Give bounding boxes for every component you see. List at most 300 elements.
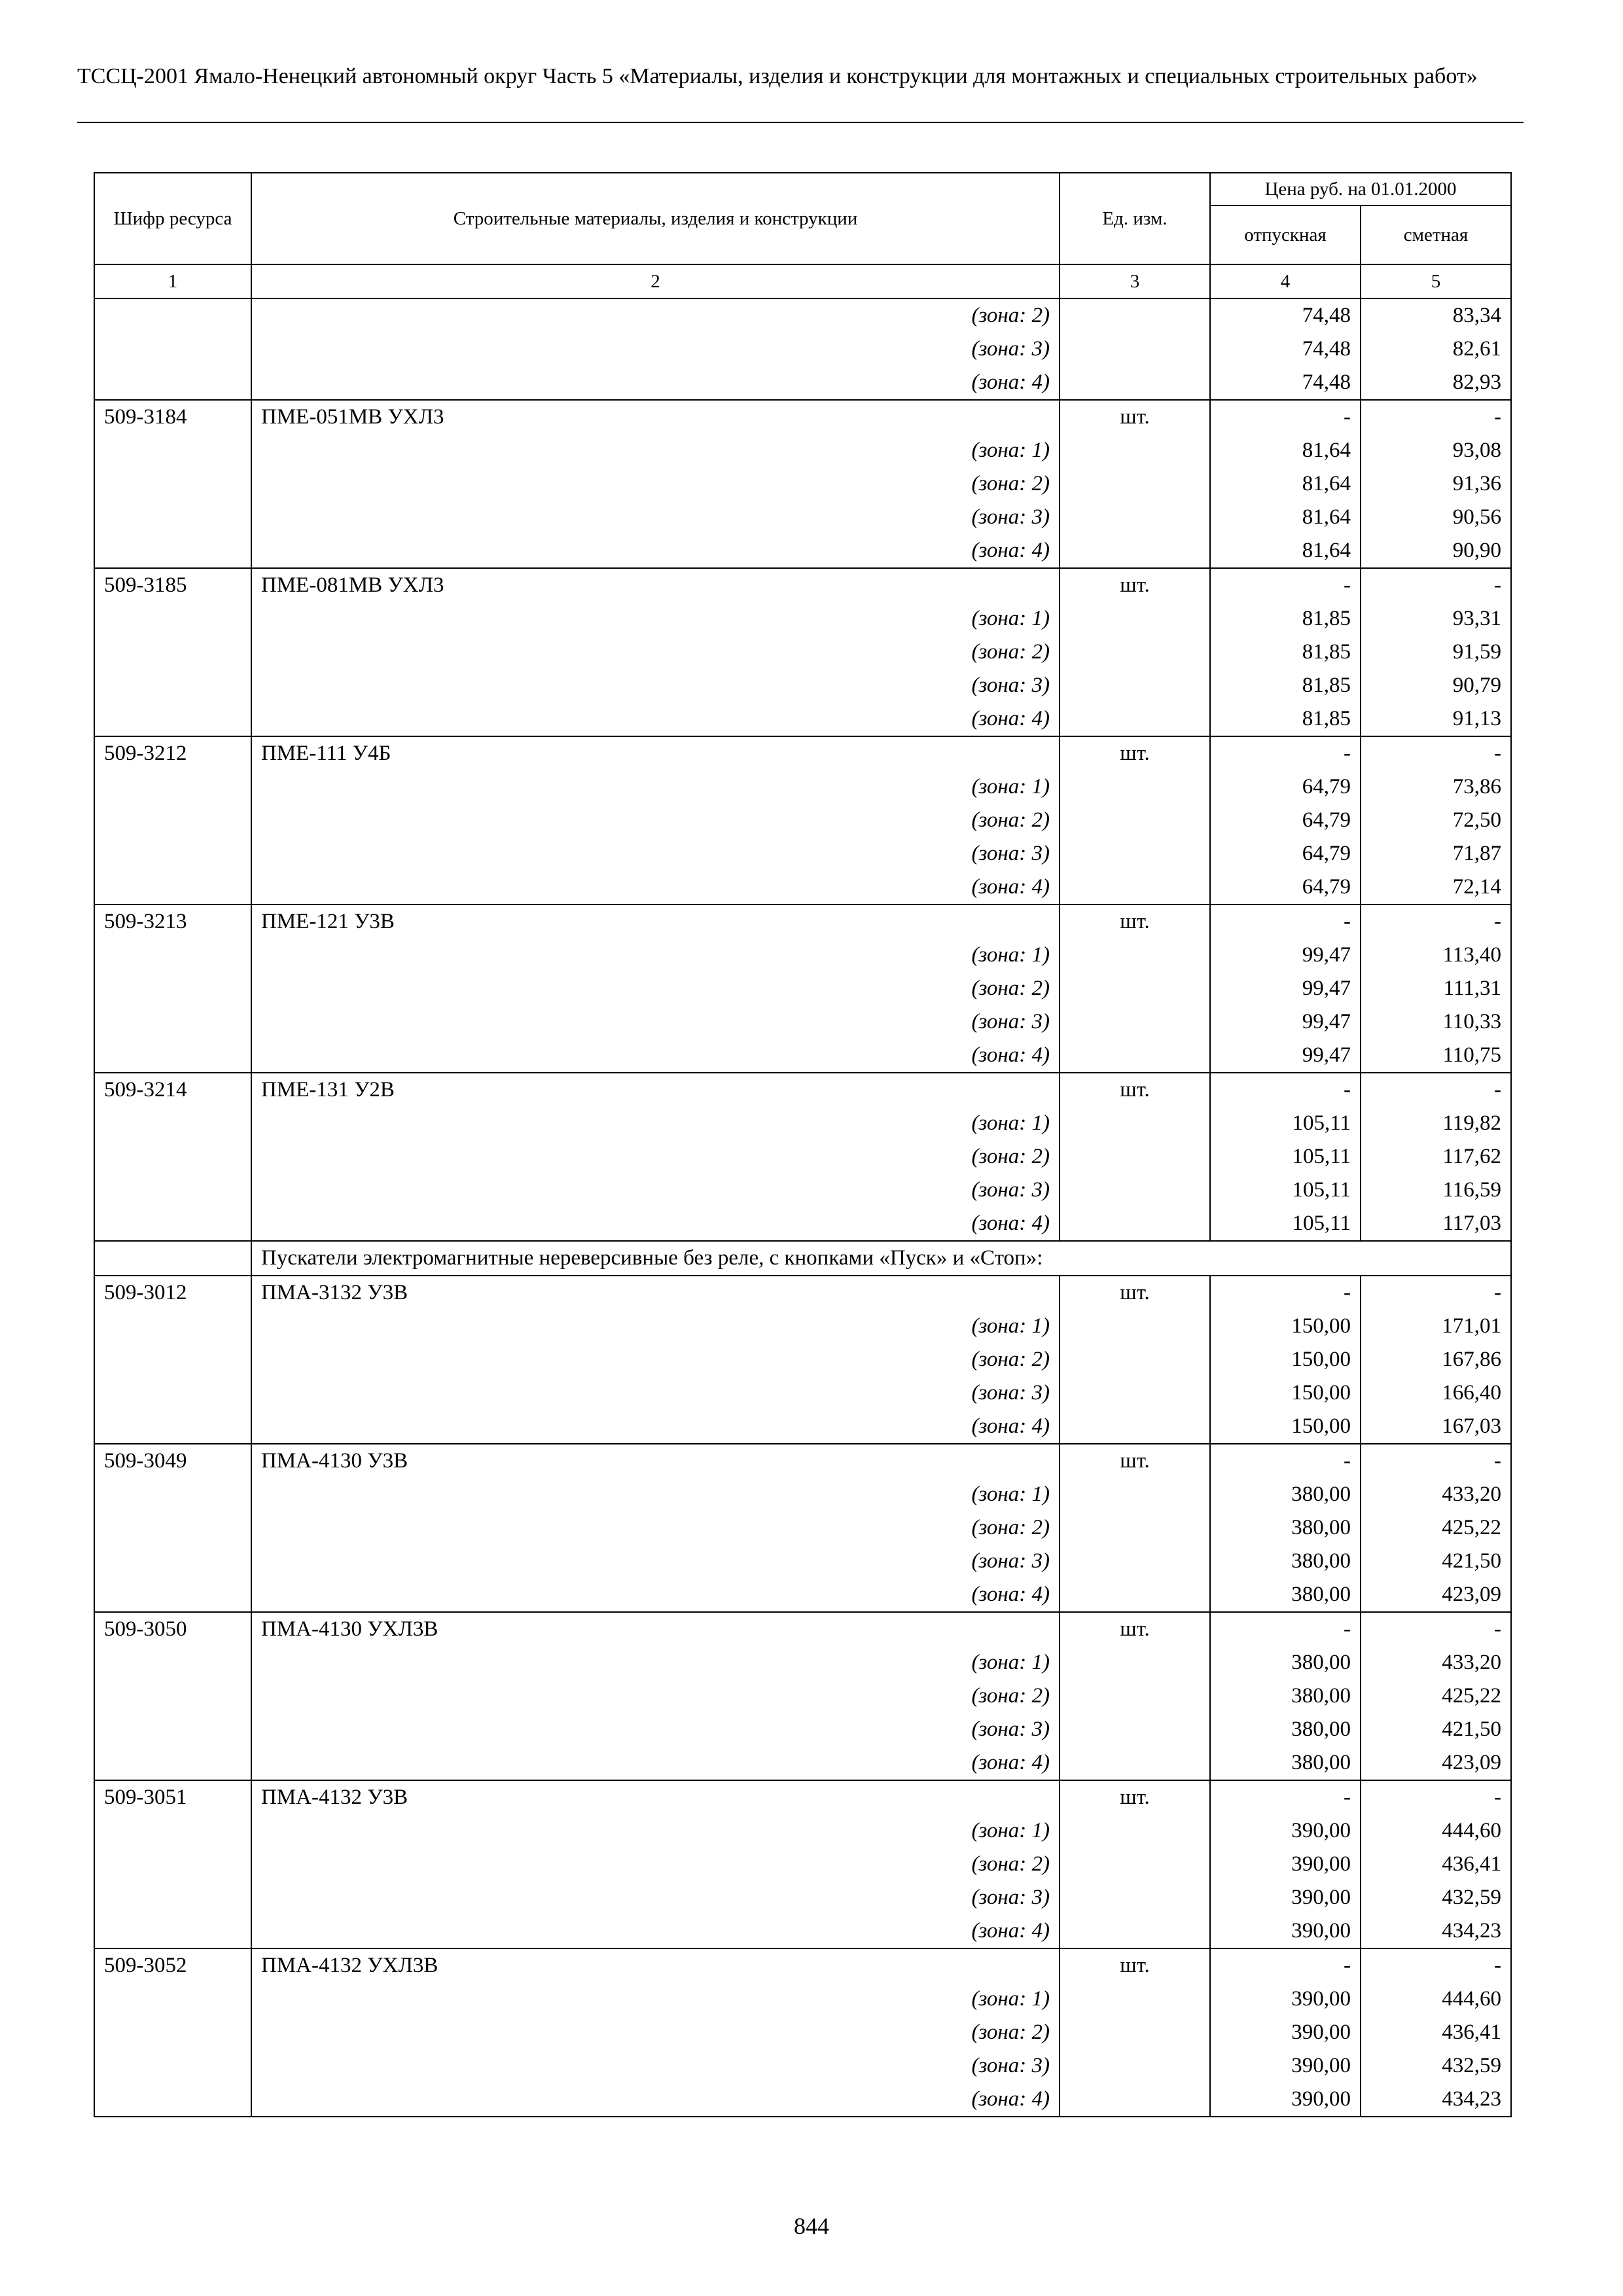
- estimate-price: 93,31: [1361, 602, 1511, 636]
- estimate-price: 72,50: [1361, 804, 1511, 837]
- release-price: 390,00: [1210, 1881, 1361, 1914]
- estimate-price: 434,23: [1361, 1914, 1511, 1948]
- item-row: [94, 1612, 1511, 1646]
- release-price: 390,00: [1210, 2083, 1361, 2117]
- price-table: [94, 172, 1512, 2117]
- estimate-price: -: [1361, 400, 1511, 434]
- release-price: 150,00: [1210, 1410, 1361, 1444]
- estimate-price: 436,41: [1361, 1848, 1511, 1881]
- release-price: 81,64: [1210, 501, 1361, 534]
- estimate-price: 167,03: [1361, 1410, 1511, 1444]
- col-number: 2: [251, 264, 1060, 298]
- zone-row: [94, 2049, 1511, 2083]
- item-row: [94, 400, 1511, 434]
- estimate-price: 71,87: [1361, 837, 1511, 870]
- zone-label: (зона: 4): [251, 1039, 1060, 1073]
- release-price: 99,47: [1210, 939, 1361, 972]
- estimate-price: 167,86: [1361, 1343, 1511, 1376]
- zone-label: (зона: 4): [251, 1410, 1060, 1444]
- zone-row: [94, 1039, 1511, 1073]
- release-price: 380,00: [1210, 1713, 1361, 1746]
- resource-code-cell: [94, 702, 251, 736]
- release-price: 99,47: [1210, 972, 1361, 1005]
- unit-cell: [1060, 1376, 1210, 1410]
- resource-code-cell: [94, 534, 251, 568]
- zone-label: (зона: 1): [251, 1310, 1060, 1343]
- unit-cell: [1060, 1005, 1210, 1039]
- unit-cell: [1060, 770, 1210, 804]
- unit-cell: шт.: [1060, 905, 1210, 939]
- zone-label: (зона: 2): [251, 1679, 1060, 1713]
- zone-row: [94, 669, 1511, 702]
- zone-row: [94, 1478, 1511, 1511]
- release-price: -: [1210, 400, 1361, 434]
- table-body: [94, 298, 1511, 2117]
- zone-label: (зона: 3): [251, 2049, 1060, 2083]
- resource-code-cell: [94, 804, 251, 837]
- unit-cell: [1060, 1914, 1210, 1948]
- zone-row: [94, 1207, 1511, 1241]
- resource-code-cell: [94, 1679, 251, 1713]
- release-price: 390,00: [1210, 1982, 1361, 2016]
- unit-cell: [1060, 1410, 1210, 1444]
- zone-label: (зона: 1): [251, 770, 1060, 804]
- estimate-price: 116,59: [1361, 1174, 1511, 1207]
- resource-code-cell: [94, 467, 251, 501]
- release-price: 150,00: [1210, 1343, 1361, 1376]
- release-price: 74,48: [1210, 298, 1361, 332]
- unit-cell: [1060, 1310, 1210, 1343]
- zone-row: [94, 972, 1511, 1005]
- unit-cell: [1060, 1848, 1210, 1881]
- zone-row: [94, 298, 1511, 332]
- estimate-price: 421,50: [1361, 1713, 1511, 1746]
- resource-code-cell: [94, 1310, 251, 1343]
- estimate-price: 82,93: [1361, 366, 1511, 400]
- zone-label: (зона: 1): [251, 1814, 1060, 1848]
- group-spacer: [94, 1241, 251, 1276]
- estimate-price: 166,40: [1361, 1376, 1511, 1410]
- zone-label: (зона: 3): [251, 837, 1060, 870]
- estimate-price: -: [1361, 905, 1511, 939]
- release-price: 380,00: [1210, 1578, 1361, 1612]
- zone-row: [94, 1713, 1511, 1746]
- item-name: ПМЕ-081МВ УХЛ3: [251, 568, 1060, 602]
- release-price: -: [1210, 1073, 1361, 1107]
- zone-label: (зона: 4): [251, 1746, 1060, 1780]
- release-price: 390,00: [1210, 2049, 1361, 2083]
- estimate-price: 110,75: [1361, 1039, 1511, 1073]
- release-price: 74,48: [1210, 366, 1361, 400]
- unit-cell: [1060, 1646, 1210, 1679]
- resource-code-cell: [94, 770, 251, 804]
- zone-row: [94, 1310, 1511, 1343]
- estimate-price: 113,40: [1361, 939, 1511, 972]
- page-number: 844: [794, 2213, 829, 2239]
- zone-label: (зона: 3): [251, 1005, 1060, 1039]
- zone-label: (зона: 2): [251, 972, 1060, 1005]
- resource-code-cell: [94, 669, 251, 702]
- release-price: 380,00: [1210, 1646, 1361, 1679]
- col-number: 4: [1210, 264, 1361, 298]
- zone-row: [94, 1174, 1511, 1207]
- estimate-price: 91,59: [1361, 636, 1511, 669]
- zone-label: (зона: 2): [251, 467, 1060, 501]
- group-heading-row: [94, 1241, 1511, 1276]
- zone-row: [94, 1982, 1511, 2016]
- col-estimate-header: сметная: [1361, 206, 1511, 264]
- release-price: -: [1210, 1612, 1361, 1646]
- unit-cell: [1060, 1679, 1210, 1713]
- item-name: ПМЕ-111 У4Б: [251, 736, 1060, 770]
- release-price: 150,00: [1210, 1310, 1361, 1343]
- release-price: 81,64: [1210, 467, 1361, 501]
- zone-row: [94, 501, 1511, 534]
- unit-cell: шт.: [1060, 736, 1210, 770]
- zone-row: [94, 1848, 1511, 1881]
- estimate-price: 171,01: [1361, 1310, 1511, 1343]
- zone-row: [94, 939, 1511, 972]
- resource-code-cell: [94, 1814, 251, 1848]
- release-price: 64,79: [1210, 804, 1361, 837]
- unit-cell: [1060, 1578, 1210, 1612]
- resource-code-cell: [94, 1107, 251, 1140]
- resource-code: 509-3049: [94, 1444, 251, 1478]
- unit-cell: шт.: [1060, 1612, 1210, 1646]
- resource-code: 509-3184: [94, 400, 251, 434]
- unit-cell: [1060, 434, 1210, 467]
- resource-code-cell: [94, 366, 251, 400]
- group-heading: Пускатели электромагнитные нереверсивные без реле, с кнопками «Пуск» и «Стоп»:: [251, 1241, 1511, 1276]
- zone-label: (зона: 1): [251, 1982, 1060, 2016]
- resource-code-cell: [94, 434, 251, 467]
- resource-code: 509-3050: [94, 1612, 251, 1646]
- zone-label: (зона: 2): [251, 2016, 1060, 2049]
- resource-code-cell: [94, 1005, 251, 1039]
- unit-cell: [1060, 1982, 1210, 2016]
- zone-label: (зона: 2): [251, 1140, 1060, 1174]
- release-price: 64,79: [1210, 870, 1361, 905]
- item-name: ПМА-3132 У3В: [251, 1276, 1060, 1310]
- release-price: 390,00: [1210, 2016, 1361, 2049]
- estimate-price: -: [1361, 736, 1511, 770]
- item-row: [94, 568, 1511, 602]
- resource-code-cell: [94, 501, 251, 534]
- release-price: -: [1210, 1780, 1361, 1814]
- zone-row: [94, 1343, 1511, 1376]
- unit-cell: шт.: [1060, 568, 1210, 602]
- zone-row: [94, 1578, 1511, 1612]
- estimate-price: -: [1361, 1780, 1511, 1814]
- item-name: ПМЕ-051МВ УХЛ3: [251, 400, 1060, 434]
- release-price: 64,79: [1210, 770, 1361, 804]
- release-price: -: [1210, 736, 1361, 770]
- col-unit-header: Ед. изм.: [1060, 173, 1210, 264]
- unit-cell: [1060, 2049, 1210, 2083]
- zone-label: (зона: 3): [251, 1881, 1060, 1914]
- item-name: ПМЕ-121 У3В: [251, 905, 1060, 939]
- unit-cell: [1060, 1039, 1210, 1073]
- estimate-price: 433,20: [1361, 1478, 1511, 1511]
- unit-cell: [1060, 1140, 1210, 1174]
- release-price: 390,00: [1210, 1848, 1361, 1881]
- release-price: 380,00: [1210, 1511, 1361, 1545]
- zone-label: (зона: 4): [251, 1578, 1060, 1612]
- resource-code-cell: [94, 2016, 251, 2049]
- document-header-title: ТССЦ-2001 Ямало-Ненецкий автономный округ Часть 5 «Материалы, изделия и конструкции для монтажных и специальных строительных работ»: [77, 64, 1478, 88]
- release-price: -: [1210, 1444, 1361, 1478]
- unit-cell: [1060, 972, 1210, 1005]
- col-number: 3: [1060, 264, 1210, 298]
- zone-label: (зона: 3): [251, 1713, 1060, 1746]
- release-price: -: [1210, 1276, 1361, 1310]
- zone-label: (зона: 4): [251, 1914, 1060, 1948]
- zone-row: [94, 1410, 1511, 1444]
- unit-cell: [1060, 1107, 1210, 1140]
- estimate-price: 425,22: [1361, 1679, 1511, 1713]
- release-price: 81,85: [1210, 636, 1361, 669]
- zone-row: [94, 534, 1511, 568]
- item-name: ПМА-4132 У3В: [251, 1780, 1060, 1814]
- unit-cell: шт.: [1060, 1780, 1210, 1814]
- unit-cell: [1060, 837, 1210, 870]
- zone-label: (зона: 4): [251, 2083, 1060, 2117]
- estimate-price: -: [1361, 568, 1511, 602]
- col-number: 1: [94, 264, 251, 298]
- zone-row: [94, 434, 1511, 467]
- unit-cell: шт.: [1060, 1444, 1210, 1478]
- release-price: 81,85: [1210, 702, 1361, 736]
- resource-code-cell: [94, 837, 251, 870]
- resource-code-cell: [94, 1646, 251, 1679]
- release-price: -: [1210, 905, 1361, 939]
- unit-cell: [1060, 534, 1210, 568]
- estimate-price: 432,59: [1361, 1881, 1511, 1914]
- resource-code-cell: [94, 1039, 251, 1073]
- zone-label: (зона: 2): [251, 804, 1060, 837]
- resource-code: 509-3214: [94, 1073, 251, 1107]
- release-price: 105,11: [1210, 1174, 1361, 1207]
- release-price: 390,00: [1210, 1814, 1361, 1848]
- unit-cell: [1060, 332, 1210, 366]
- unit-cell: [1060, 870, 1210, 905]
- resource-code-cell: [94, 1376, 251, 1410]
- estimate-price: 434,23: [1361, 2083, 1511, 2117]
- release-price: 390,00: [1210, 1914, 1361, 1948]
- zone-label: (зона: 2): [251, 636, 1060, 669]
- release-price: 81,64: [1210, 434, 1361, 467]
- estimate-price: -: [1361, 1276, 1511, 1310]
- unit-cell: [1060, 1881, 1210, 1914]
- zone-row: [94, 1881, 1511, 1914]
- zone-row: [94, 804, 1511, 837]
- resource-code-cell: [94, 1410, 251, 1444]
- release-price: 380,00: [1210, 1478, 1361, 1511]
- resource-code-cell: [94, 1207, 251, 1241]
- zone-label: (зона: 3): [251, 669, 1060, 702]
- resource-code-cell: [94, 1914, 251, 1948]
- resource-code: 509-3012: [94, 1276, 251, 1310]
- zone-row: [94, 1914, 1511, 1948]
- resource-code-cell: [94, 298, 251, 332]
- estimate-price: 73,86: [1361, 770, 1511, 804]
- zone-label: (зона: 1): [251, 1107, 1060, 1140]
- estimate-price: -: [1361, 1612, 1511, 1646]
- item-row: [94, 1073, 1511, 1107]
- resource-code-cell: [94, 870, 251, 905]
- unit-cell: [1060, 636, 1210, 669]
- resource-code-cell: [94, 1881, 251, 1914]
- zone-row: [94, 636, 1511, 669]
- zone-row: [94, 837, 1511, 870]
- unit-cell: [1060, 939, 1210, 972]
- resource-code-cell: [94, 1478, 251, 1511]
- estimate-price: 117,03: [1361, 1207, 1511, 1241]
- resource-code-cell: [94, 1343, 251, 1376]
- item-row: [94, 736, 1511, 770]
- estimate-price: 93,08: [1361, 434, 1511, 467]
- zone-label: (зона: 1): [251, 939, 1060, 972]
- release-price: -: [1210, 568, 1361, 602]
- item-name: ПМА-4130 УХЛ3В: [251, 1612, 1060, 1646]
- resource-code-cell: [94, 1713, 251, 1746]
- zone-label: (зона: 4): [251, 534, 1060, 568]
- resource-code-cell: [94, 602, 251, 636]
- release-price: 81,85: [1210, 602, 1361, 636]
- estimate-price: 444,60: [1361, 1814, 1511, 1848]
- zone-label: (зона: 2): [251, 1343, 1060, 1376]
- resource-code-cell: [94, 332, 251, 366]
- zone-label: (зона: 1): [251, 1478, 1060, 1511]
- zone-label: (зона: 3): [251, 332, 1060, 366]
- release-price: 81,85: [1210, 669, 1361, 702]
- col-price-header: Цена руб. на 01.01.2000: [1210, 173, 1511, 206]
- estimate-price: 436,41: [1361, 2016, 1511, 2049]
- estimate-price: 423,09: [1361, 1746, 1511, 1780]
- resource-code: 509-3212: [94, 736, 251, 770]
- zone-label: (зона: 3): [251, 1545, 1060, 1578]
- resource-code-cell: [94, 1511, 251, 1545]
- unit-cell: [1060, 1343, 1210, 1376]
- estimate-price: 117,62: [1361, 1140, 1511, 1174]
- zone-row: [94, 1746, 1511, 1780]
- resource-code-cell: [94, 939, 251, 972]
- unit-cell: шт.: [1060, 400, 1210, 434]
- zone-label: (зона: 1): [251, 1646, 1060, 1679]
- estimate-price: 119,82: [1361, 1107, 1511, 1140]
- unit-cell: [1060, 1746, 1210, 1780]
- unit-cell: [1060, 1478, 1210, 1511]
- zone-row: [94, 1140, 1511, 1174]
- zone-label: (зона: 4): [251, 1207, 1060, 1241]
- resource-code-cell: [94, 636, 251, 669]
- zone-row: [94, 1646, 1511, 1679]
- estimate-price: -: [1361, 1948, 1511, 1982]
- zone-row: [94, 467, 1511, 501]
- zone-row: [94, 1376, 1511, 1410]
- zone-row: [94, 870, 1511, 905]
- unit-cell: [1060, 2083, 1210, 2117]
- release-price: 380,00: [1210, 1679, 1361, 1713]
- unit-cell: [1060, 1207, 1210, 1241]
- col-name-header: Строительные материалы, изделия и конструкции: [251, 173, 1060, 264]
- zone-row: [94, 702, 1511, 736]
- zone-row: [94, 770, 1511, 804]
- zone-label: (зона: 3): [251, 1174, 1060, 1207]
- release-price: 81,64: [1210, 534, 1361, 568]
- release-price: 99,47: [1210, 1039, 1361, 1073]
- estimate-price: 433,20: [1361, 1646, 1511, 1679]
- unit-cell: [1060, 501, 1210, 534]
- zone-row: [94, 1814, 1511, 1848]
- item-name: ПМЕ-131 У2В: [251, 1073, 1060, 1107]
- item-name: ПМА-4132 УХЛ3В: [251, 1948, 1060, 1982]
- estimate-price: 91,36: [1361, 467, 1511, 501]
- item-row: [94, 1444, 1511, 1478]
- zone-label: (зона: 2): [251, 298, 1060, 332]
- unit-cell: [1060, 602, 1210, 636]
- estimate-price: 423,09: [1361, 1578, 1511, 1612]
- item-row: [94, 1276, 1511, 1310]
- estimate-price: 432,59: [1361, 2049, 1511, 2083]
- release-price: 105,11: [1210, 1140, 1361, 1174]
- estimate-price: 91,13: [1361, 702, 1511, 736]
- resource-code-cell: [94, 1848, 251, 1881]
- estimate-price: -: [1361, 1444, 1511, 1478]
- zone-row: [94, 1005, 1511, 1039]
- unit-cell: [1060, 1814, 1210, 1848]
- resource-code-cell: [94, 2083, 251, 2117]
- item-name: ПМА-4130 У3В: [251, 1444, 1060, 1478]
- estimate-price: 90,56: [1361, 501, 1511, 534]
- zone-label: (зона: 1): [251, 602, 1060, 636]
- unit-cell: шт.: [1060, 1276, 1210, 1310]
- estimate-price: 83,34: [1361, 298, 1511, 332]
- col-code-header: Шифр ресурса: [94, 173, 251, 264]
- release-price: 380,00: [1210, 1545, 1361, 1578]
- estimate-price: 90,79: [1361, 669, 1511, 702]
- unit-cell: шт.: [1060, 1073, 1210, 1107]
- resource-code: 509-3185: [94, 568, 251, 602]
- estimate-price: 111,31: [1361, 972, 1511, 1005]
- zone-row: [94, 602, 1511, 636]
- zone-label: (зона: 4): [251, 702, 1060, 736]
- unit-cell: шт.: [1060, 1948, 1210, 1982]
- header-divider: [77, 122, 1524, 123]
- unit-cell: [1060, 2016, 1210, 2049]
- resource-code: 509-3052: [94, 1948, 251, 1982]
- zone-label: (зона: 3): [251, 501, 1060, 534]
- zone-label: (зона: 3): [251, 1376, 1060, 1410]
- zone-label: (зона: 4): [251, 366, 1060, 400]
- estimate-price: 82,61: [1361, 332, 1511, 366]
- resource-code-cell: [94, 972, 251, 1005]
- estimate-price: 110,33: [1361, 1005, 1511, 1039]
- zone-label: (зона: 2): [251, 1848, 1060, 1881]
- release-price: 150,00: [1210, 1376, 1361, 1410]
- release-price: 105,11: [1210, 1207, 1361, 1241]
- release-price: -: [1210, 1948, 1361, 1982]
- zone-row: [94, 366, 1511, 400]
- zone-row: [94, 332, 1511, 366]
- unit-cell: [1060, 1713, 1210, 1746]
- zone-label: (зона: 1): [251, 434, 1060, 467]
- item-row: [94, 905, 1511, 939]
- table-header: [94, 173, 1511, 298]
- release-price: 105,11: [1210, 1107, 1361, 1140]
- unit-cell: [1060, 669, 1210, 702]
- zone-row: [94, 1511, 1511, 1545]
